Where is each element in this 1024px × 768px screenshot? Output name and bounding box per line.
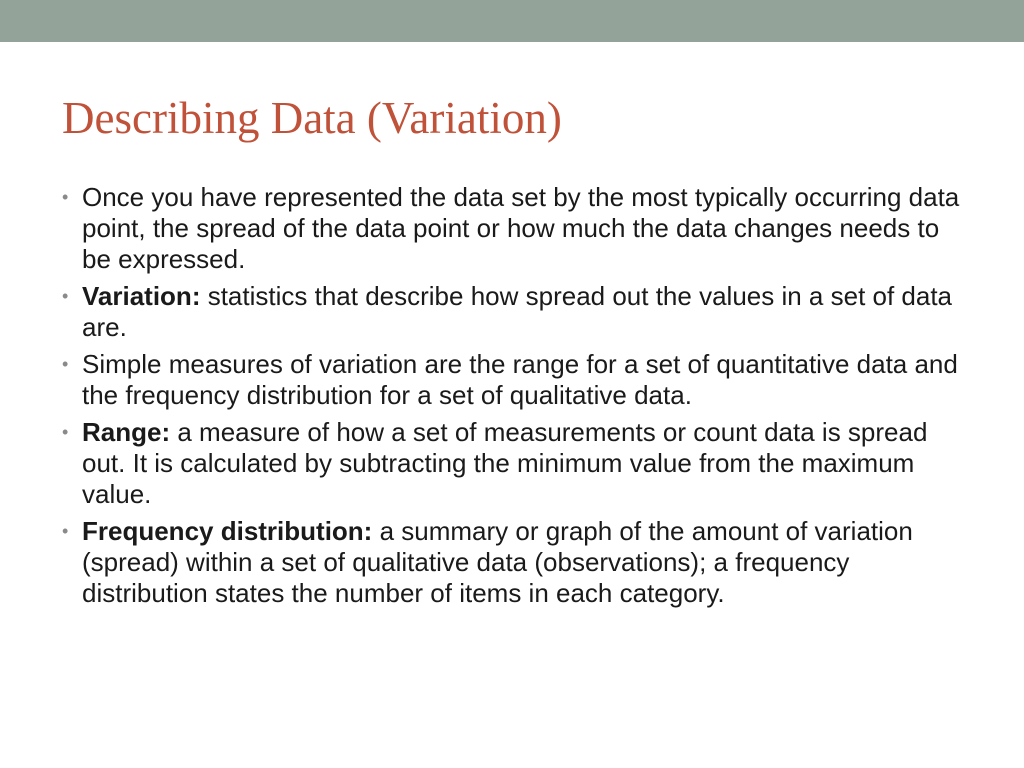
bullet-text: a summary or graph of the amount of variation (spread) within a set of qualitative data (observations); a frequency distribution states the number of items in each category.	[82, 516, 913, 608]
bullet-icon: •	[62, 354, 69, 374]
bullet-text: statistics that describe how spread out the values in a set of data are.	[82, 281, 953, 342]
bullet-text: Simple measures of variation are the range for a set of quantitative data and the frequency distribution for a set of qualitative data.	[82, 349, 958, 410]
bullet-list	[62, 182, 972, 615]
bullet-icon: •	[62, 286, 69, 306]
bullet-term: Frequency distribution:	[82, 516, 373, 546]
bullet-text: a measure of how a set of measurements or count data is spread out. It is calculated by subtracting the minimum value from the maximum value.	[82, 417, 928, 509]
bullet-item	[62, 349, 972, 411]
bullet-term: Variation:	[82, 281, 201, 311]
bullet-item	[62, 516, 972, 609]
bullet-item	[62, 417, 972, 510]
bullet-term: Range:	[82, 417, 171, 447]
bullet-icon: •	[62, 521, 69, 541]
bullet-item	[62, 281, 972, 343]
bullet-icon: •	[62, 422, 69, 442]
top-accent-bar	[0, 0, 1024, 42]
bullet-icon: •	[62, 187, 69, 207]
bullet-text: Once you have represented the data set by the most typically occurring data point, the spread of the data point or how much the data changes needs to be expressed.	[82, 182, 960, 274]
bullet-item	[62, 182, 972, 275]
slide-title: Describing Data (Variation)	[62, 93, 562, 143]
